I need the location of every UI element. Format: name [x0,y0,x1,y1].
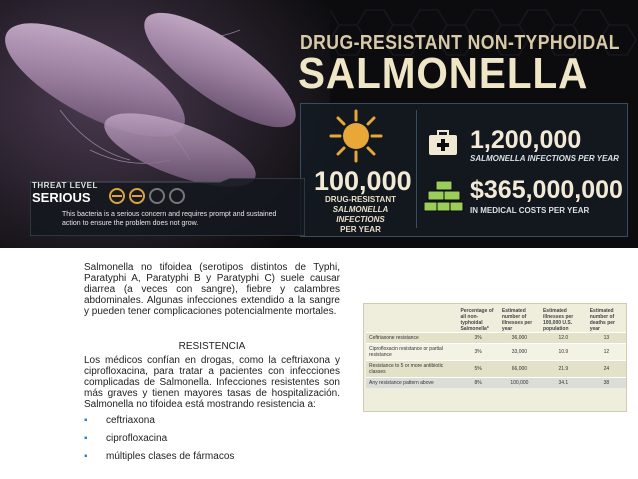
medical-kit-icon [428,130,458,156]
threat-level-description: This bacteria is a serious concern and requires prompt and sustained action to ensure the problem does not grow. [62,211,277,227]
table-header: Estimated number of illnesses per year [501,308,533,332]
table-cell: Resistance to 5 or more antibiotic classes [366,361,457,378]
bullet-icon: ▪ [84,433,88,444]
table-row [366,361,626,378]
table-cell: 8% [457,378,498,389]
table-cell: 33,000 [499,344,540,361]
table-cell: Ceftriaxone resistance [366,333,457,344]
bullet-icon: ▪ [84,415,88,426]
threat-level-label: THREAT LEVEL [32,181,98,190]
stat-infections-caption: SALMONELLA INFECTIONS PER YEAR [470,154,619,163]
list-item: ▪ múltiples clases de fármacos [84,451,235,462]
infographic-title-line2: SALMONELLA [298,49,589,98]
table-cell: 21.9 [540,361,587,378]
table-cell: 12 [587,344,626,361]
table-cell: Any resistance pattern above [366,378,457,389]
table-header: Estimated number of deaths per year [589,308,616,332]
table-header-row [366,308,626,333]
table-cell: 3% [457,344,498,361]
panel-divider [416,110,417,228]
table-cell: 38 [587,378,626,389]
table-header: Estimated illnesses per 100,000 U.S. population [542,308,574,332]
stat-cost-value: $365,000,000 [470,176,623,204]
stat-resistant-value: 100,000 [314,166,412,196]
resistance-table [366,308,626,388]
table-cell: 10.9 [540,344,587,361]
table-cell: 100,000 [499,378,540,389]
table-header: Percentage of all non-typhoidal Salmonella* [460,308,494,332]
stat-resistant-caption: DRUG-RESISTANT SALMONELLA INFECTIONS PER YEAR [325,195,396,234]
table-cell: Ciprofloxacin resistance or partial resistance [366,344,457,361]
table-cell: 3% [457,333,498,344]
money-stack-icon [424,180,464,214]
table-cell: 13 [587,333,626,344]
table-cell: 5% [457,361,498,378]
resistance-heading: RESISTENCIA [178,341,246,352]
table-cell: 66,000 [499,361,540,378]
stat-infections-value: 1,200,000 [470,126,582,154]
resistance-paragraph: Los médicos confían en drogas, como la ceftriaxona y ciprofloxacina, para tratar a pacientes con infecciones complicadas de Salmonella. Infecciones resistentes son más graves y tienen mayores tasas de hospitalización. Salmonella no tifoidea está mostrando resistencia a: [84,355,340,410]
threat-level-value: SERIOUS [32,190,91,205]
resistance-table-image [363,303,627,412]
table-cell: 12.0 [540,333,587,344]
bullet-icon: ▪ [84,451,88,462]
intro-paragraph: Salmonella no tifoidea (serotipos distintos de Typhi, Paratyphi A, Paratyphi B y Paratyphi C) suele causar diarrea (a veces con sangre), fiebre y calambres abdominales. Algunas infecciones extendido a la sangre y pueden tener complicaciones potencialmente mortales. [84,262,340,317]
table-cell: 24 [587,361,626,378]
list-item: ▪ ciprofloxacina [84,433,168,444]
table-row [366,378,626,389]
table-row [366,333,626,344]
infographic-title-line1: DRUG-RESISTANT NON-TYPHOIDAL [300,32,620,54]
threat-level-indicator [108,187,198,205]
stat-cost-caption: IN MEDICAL COSTS PER YEAR [470,206,590,215]
table-row [366,344,626,361]
table-cell: 34.1 [540,378,587,389]
list-item: ▪ ceftriaxona [84,415,155,426]
table-cell: 36,000 [499,333,540,344]
sun-icon [328,108,384,164]
drug-list [84,415,340,462]
main-text [84,262,340,469]
table-header [366,308,457,333]
